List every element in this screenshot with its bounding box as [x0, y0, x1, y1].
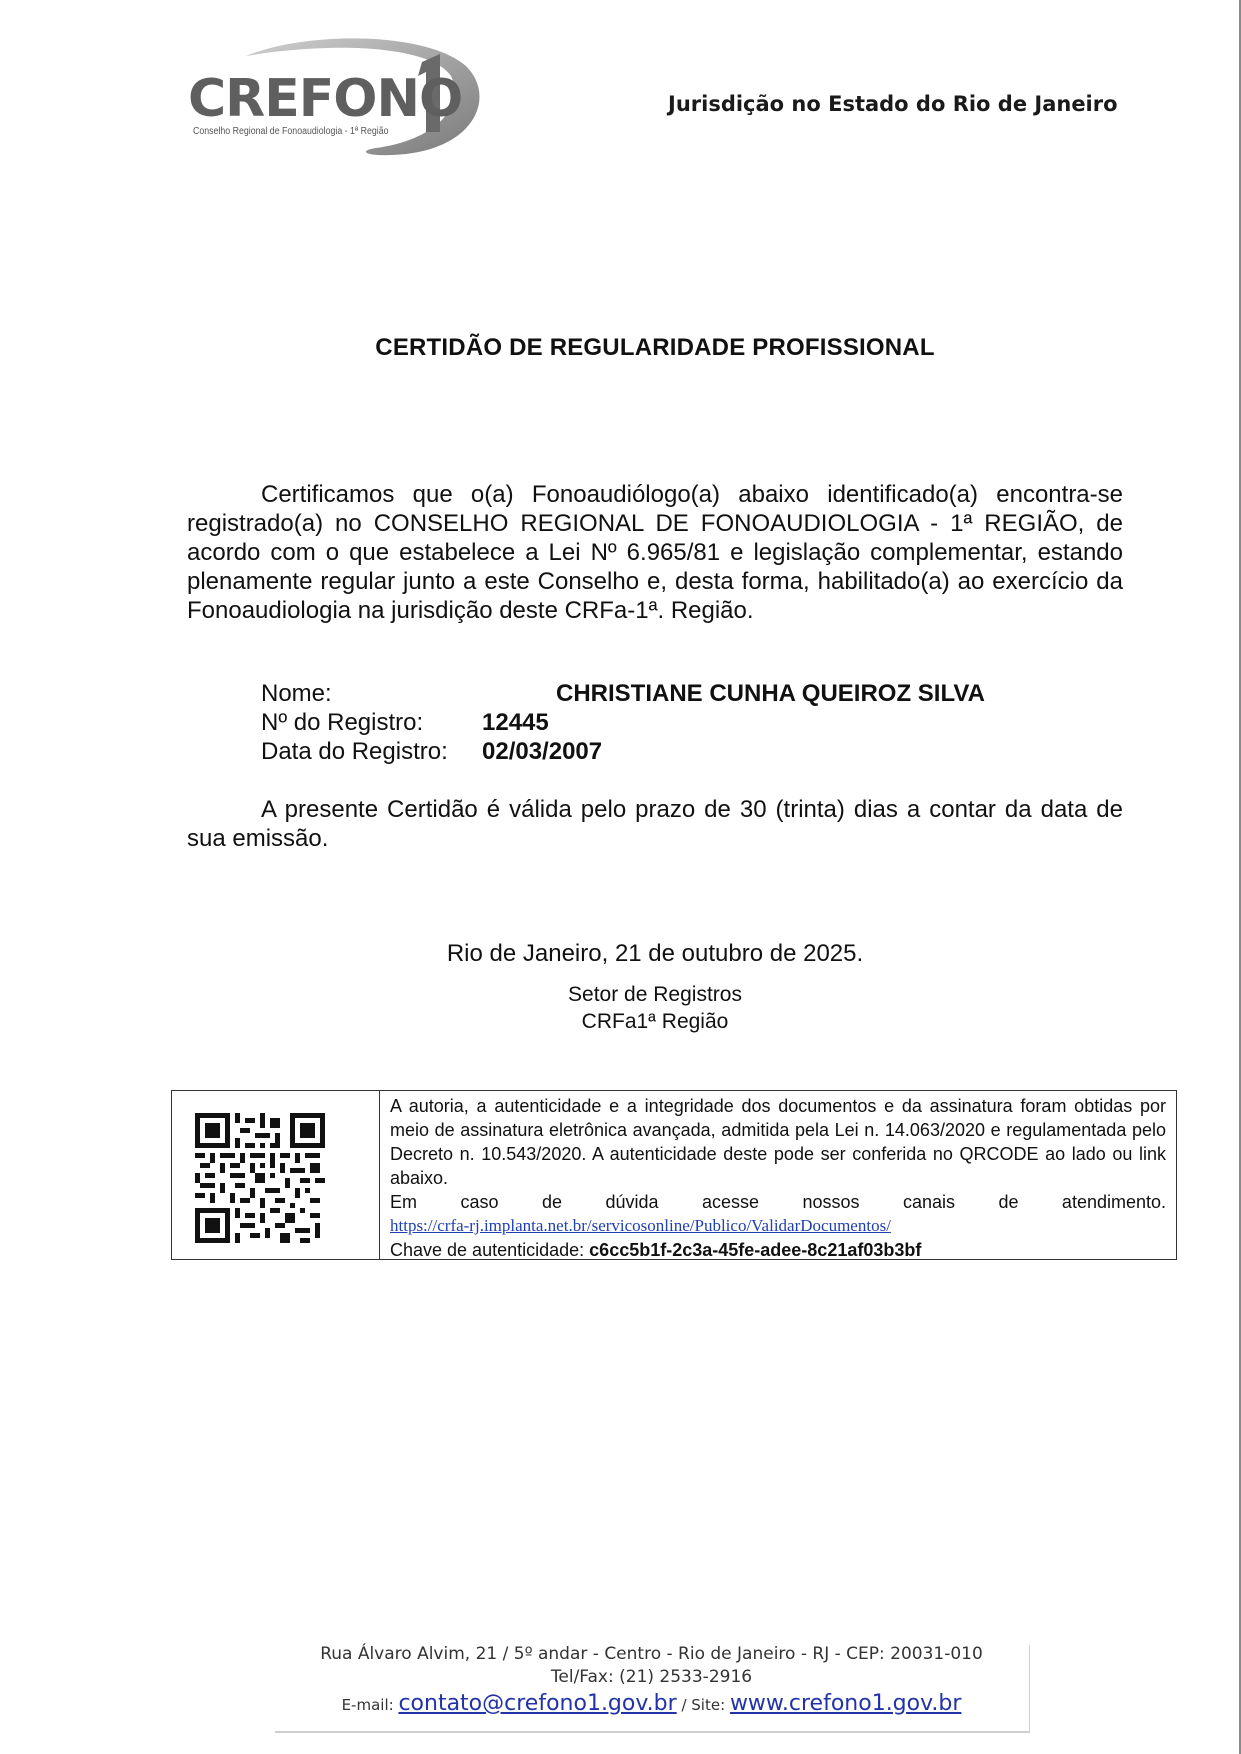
name-value: CHRISTIANE CUNHA QUEIROZ SILVA: [556, 680, 985, 707]
authentication-text: [390, 1094, 1166, 1262]
validation-link[interactable]: https://crfa-rj.implanta.net.br/servicosonline/Publico/ValidarDocumentos/: [390, 1216, 891, 1235]
sector-line-1: Setor de Registros: [568, 983, 742, 1006]
registry-date-label: Data do Registro:: [261, 738, 448, 765]
authentication-statement: A autoria, a autenticidade e a integridade dos documentos e da assinatura foram obtidas por meio de assinatura eletrônica avançada, admitida pela Lei n. 14.063/2020 e regulamentada pelo Decreto n. 10.543/2020. A autenticidade deste pode ser conferida no QRCODE ao lado ou link abaixo.: [390, 1096, 1166, 1188]
authenticity-key-value: c6cc5b1f-2c3a-45fe-adee-8c21af03b3bf: [589, 1240, 922, 1260]
registry-value: 12445: [482, 709, 549, 736]
footer-contact: [274, 1691, 1029, 1716]
sector-line-2: CRFa1ª Região: [581, 1010, 729, 1033]
registry-label: Nº do Registro:: [261, 709, 424, 736]
footer-address: Rua Álvaro Alvim, 21 / 5º andar - Centro - Rio de Janeiro - RJ - CEP: 20031-010: [320, 1644, 983, 1664]
authenticity-key-label: Chave de autenticidade:: [390, 1240, 585, 1260]
footer-phone: Tel/Fax: (21) 2533-2916: [550, 1667, 753, 1687]
validity-paragraph: A presente Certidão é válida pelo prazo de 30 (trinta) dias a contar da data de sua emissão.: [187, 796, 1123, 852]
authentication-box: [171, 1090, 1177, 1260]
footer-email-link[interactable]: contato@crefono1.gov.br: [398, 1691, 677, 1716]
crefono-logo: [186, 36, 486, 161]
logo-wordmark: CREFONO: [188, 69, 463, 129]
footer-site-label: / Site:: [681, 1696, 726, 1714]
authentication-divider: [379, 1091, 380, 1259]
name-label: Nome:: [261, 680, 332, 707]
issuing-sector: [0, 981, 1241, 1035]
authentication-help: Em caso de dúvida acesse nossos canais de atendimento.: [390, 1192, 1166, 1212]
footer-email-label: E-mail:: [341, 1696, 394, 1714]
footer-site-link[interactable]: www.crefono1.gov.br: [729, 1691, 962, 1716]
authenticity-key: [390, 1238, 1166, 1262]
document-title: CERTIDÃO DE REGULARIDADE PROFISSIONAL: [375, 334, 935, 361]
place-and-date: Rio de Janeiro, 21 de outubro de 2025.: [446, 940, 864, 967]
logo-subtitle: Conselho Regional de Fonoaudiologia - 1ª Região: [193, 126, 389, 137]
jurisdiction-heading: Jurisdição no Estado do Rio de Janeiro: [668, 92, 1118, 116]
registry-date-value: 02/03/2007: [482, 738, 603, 765]
certification-paragraph: Certificamos que o(a) Fonoaudiólogo(a) abaixo identificado(a) encontra-se registrado(a) no CONSELHO REGIONAL DE FONOAUDIOLOGIA - 1ª REGIÃO, de acordo com o que estabelece a Lei Nº 6.965/81 e legislação complementar, estando plenamente regular junto a este Conselho e, desta forma, habilitado(a) ao exercício da Fonoaudiologia na jurisdição deste CRFa-1ª. Região.: [187, 481, 1123, 624]
qr-code-icon[interactable]: [195, 1113, 325, 1243]
footer: [274, 1643, 1029, 1731]
